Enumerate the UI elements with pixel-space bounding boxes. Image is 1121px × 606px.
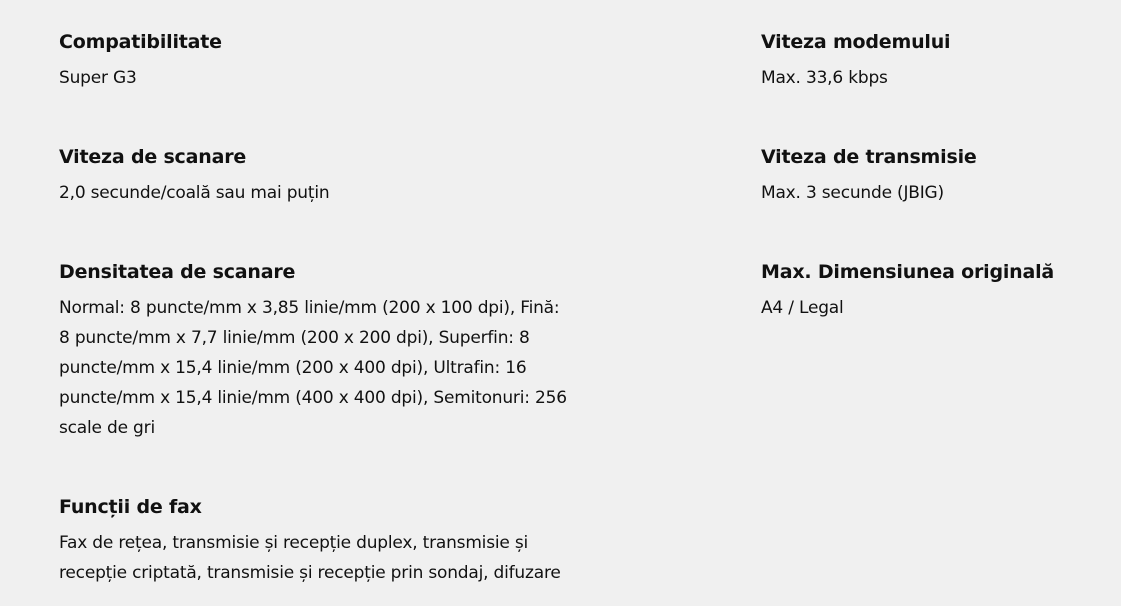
spec-compatibility xyxy=(59,30,619,93)
spec-fax-functions xyxy=(59,495,619,588)
spec-transmission-speed xyxy=(761,145,1101,208)
spec-title: Densitatea de scanare xyxy=(59,261,296,283)
spec-value xyxy=(59,528,619,588)
spec-value: Super G3 xyxy=(59,68,137,88)
spec-max-original-size xyxy=(761,260,1101,323)
spec-value: A4 / Legal xyxy=(761,298,844,318)
spec-value-line: puncte/mm x 15,4 linie/mm (400 x 400 dpi), Semitonuri: 256 xyxy=(59,388,567,408)
spec-title: Max. Dimensiunea originală xyxy=(761,261,1055,283)
spec-title: Viteza de scanare xyxy=(59,146,247,168)
spec-title: Viteza de transmisie xyxy=(761,146,977,168)
spec-value-line: recepție criptată, transmisie și recepție prin sondaj, difuzare xyxy=(59,563,561,583)
spec-value-line: Fax de rețea, transmisie și recepție duplex, transmisie și xyxy=(59,533,529,553)
spec-value: Max. 33,6 kbps xyxy=(761,68,888,88)
spec-value: 2,0 secunde/coală sau mai puțin xyxy=(59,183,330,203)
spec-value-line: scale de gri xyxy=(59,418,155,438)
spec-scan-speed xyxy=(59,145,619,208)
spec-scan-density xyxy=(59,260,619,443)
spec-value: Max. 3 secunde (JBIG) xyxy=(761,183,944,203)
spec-value-line: puncte/mm x 15,4 linie/mm (200 x 400 dpi), Ultrafin: 16 xyxy=(59,358,527,378)
spec-value xyxy=(59,293,619,443)
spec-title: Viteza modemului xyxy=(761,31,951,53)
spec-title: Funcții de fax xyxy=(59,496,202,518)
spec-title: Compatibilitate xyxy=(59,31,222,53)
spec-modem-speed xyxy=(761,30,1101,93)
spec-value-line: Normal: 8 puncte/mm x 3,85 linie/mm (200 x 100 dpi), Fină: xyxy=(59,298,560,318)
spec-value-line: 8 puncte/mm x 7,7 linie/mm (200 x 200 dpi), Superfin: 8 xyxy=(59,328,530,348)
